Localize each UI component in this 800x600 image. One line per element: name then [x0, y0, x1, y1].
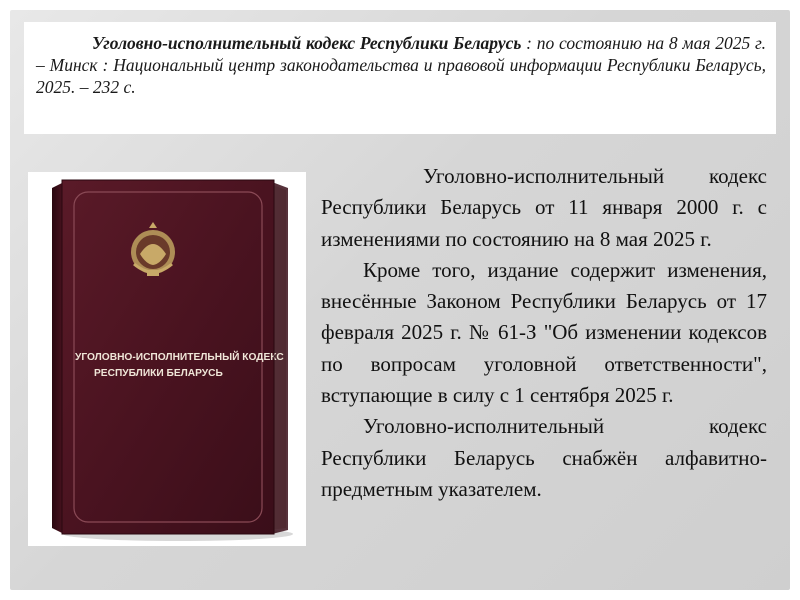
cover-title-line1: УГОЛОВНО-ИСПОЛНИТЕЛЬНЫЙ КОДЕКС: [75, 352, 284, 363]
bibliographic-citation: [24, 22, 776, 134]
paragraph-1: Уголовно-исполнительный кодекс Республики Беларусь от 11 января 2000 г. с изменениями по состоянию на 8 мая 2025 г.: [321, 164, 767, 251]
paragraph-3: Уголовно-исполнительный кодекс Республики Беларусь снабжён алфавитно-предметным указателем.: [321, 414, 767, 501]
description-text: [321, 161, 767, 505]
book-photo: [28, 172, 306, 546]
citation-title: Уголовно-исполнительный кодекс Республики Беларусь: [92, 33, 522, 53]
citation-details: : по состоянию на 8 мая 2025 г. – Минск : Национальный центр законодательства и правовой информации Республики Беларусь, 2025. – 232 с.: [36, 33, 766, 97]
book-illustration: [28, 172, 306, 546]
cover-title-line2: РЕСПУБЛИКИ БЕЛАРУСЬ: [94, 368, 223, 379]
paragraph-2: Кроме того, издание содержит изменения, внесённые Законом Республики Беларусь от 17 февраля 2025 г. № 61-З "Об изменении кодексов по вопросам уголовной ответственности", вступающие в силу с 1 сентября 2025 г.: [321, 257, 767, 408]
